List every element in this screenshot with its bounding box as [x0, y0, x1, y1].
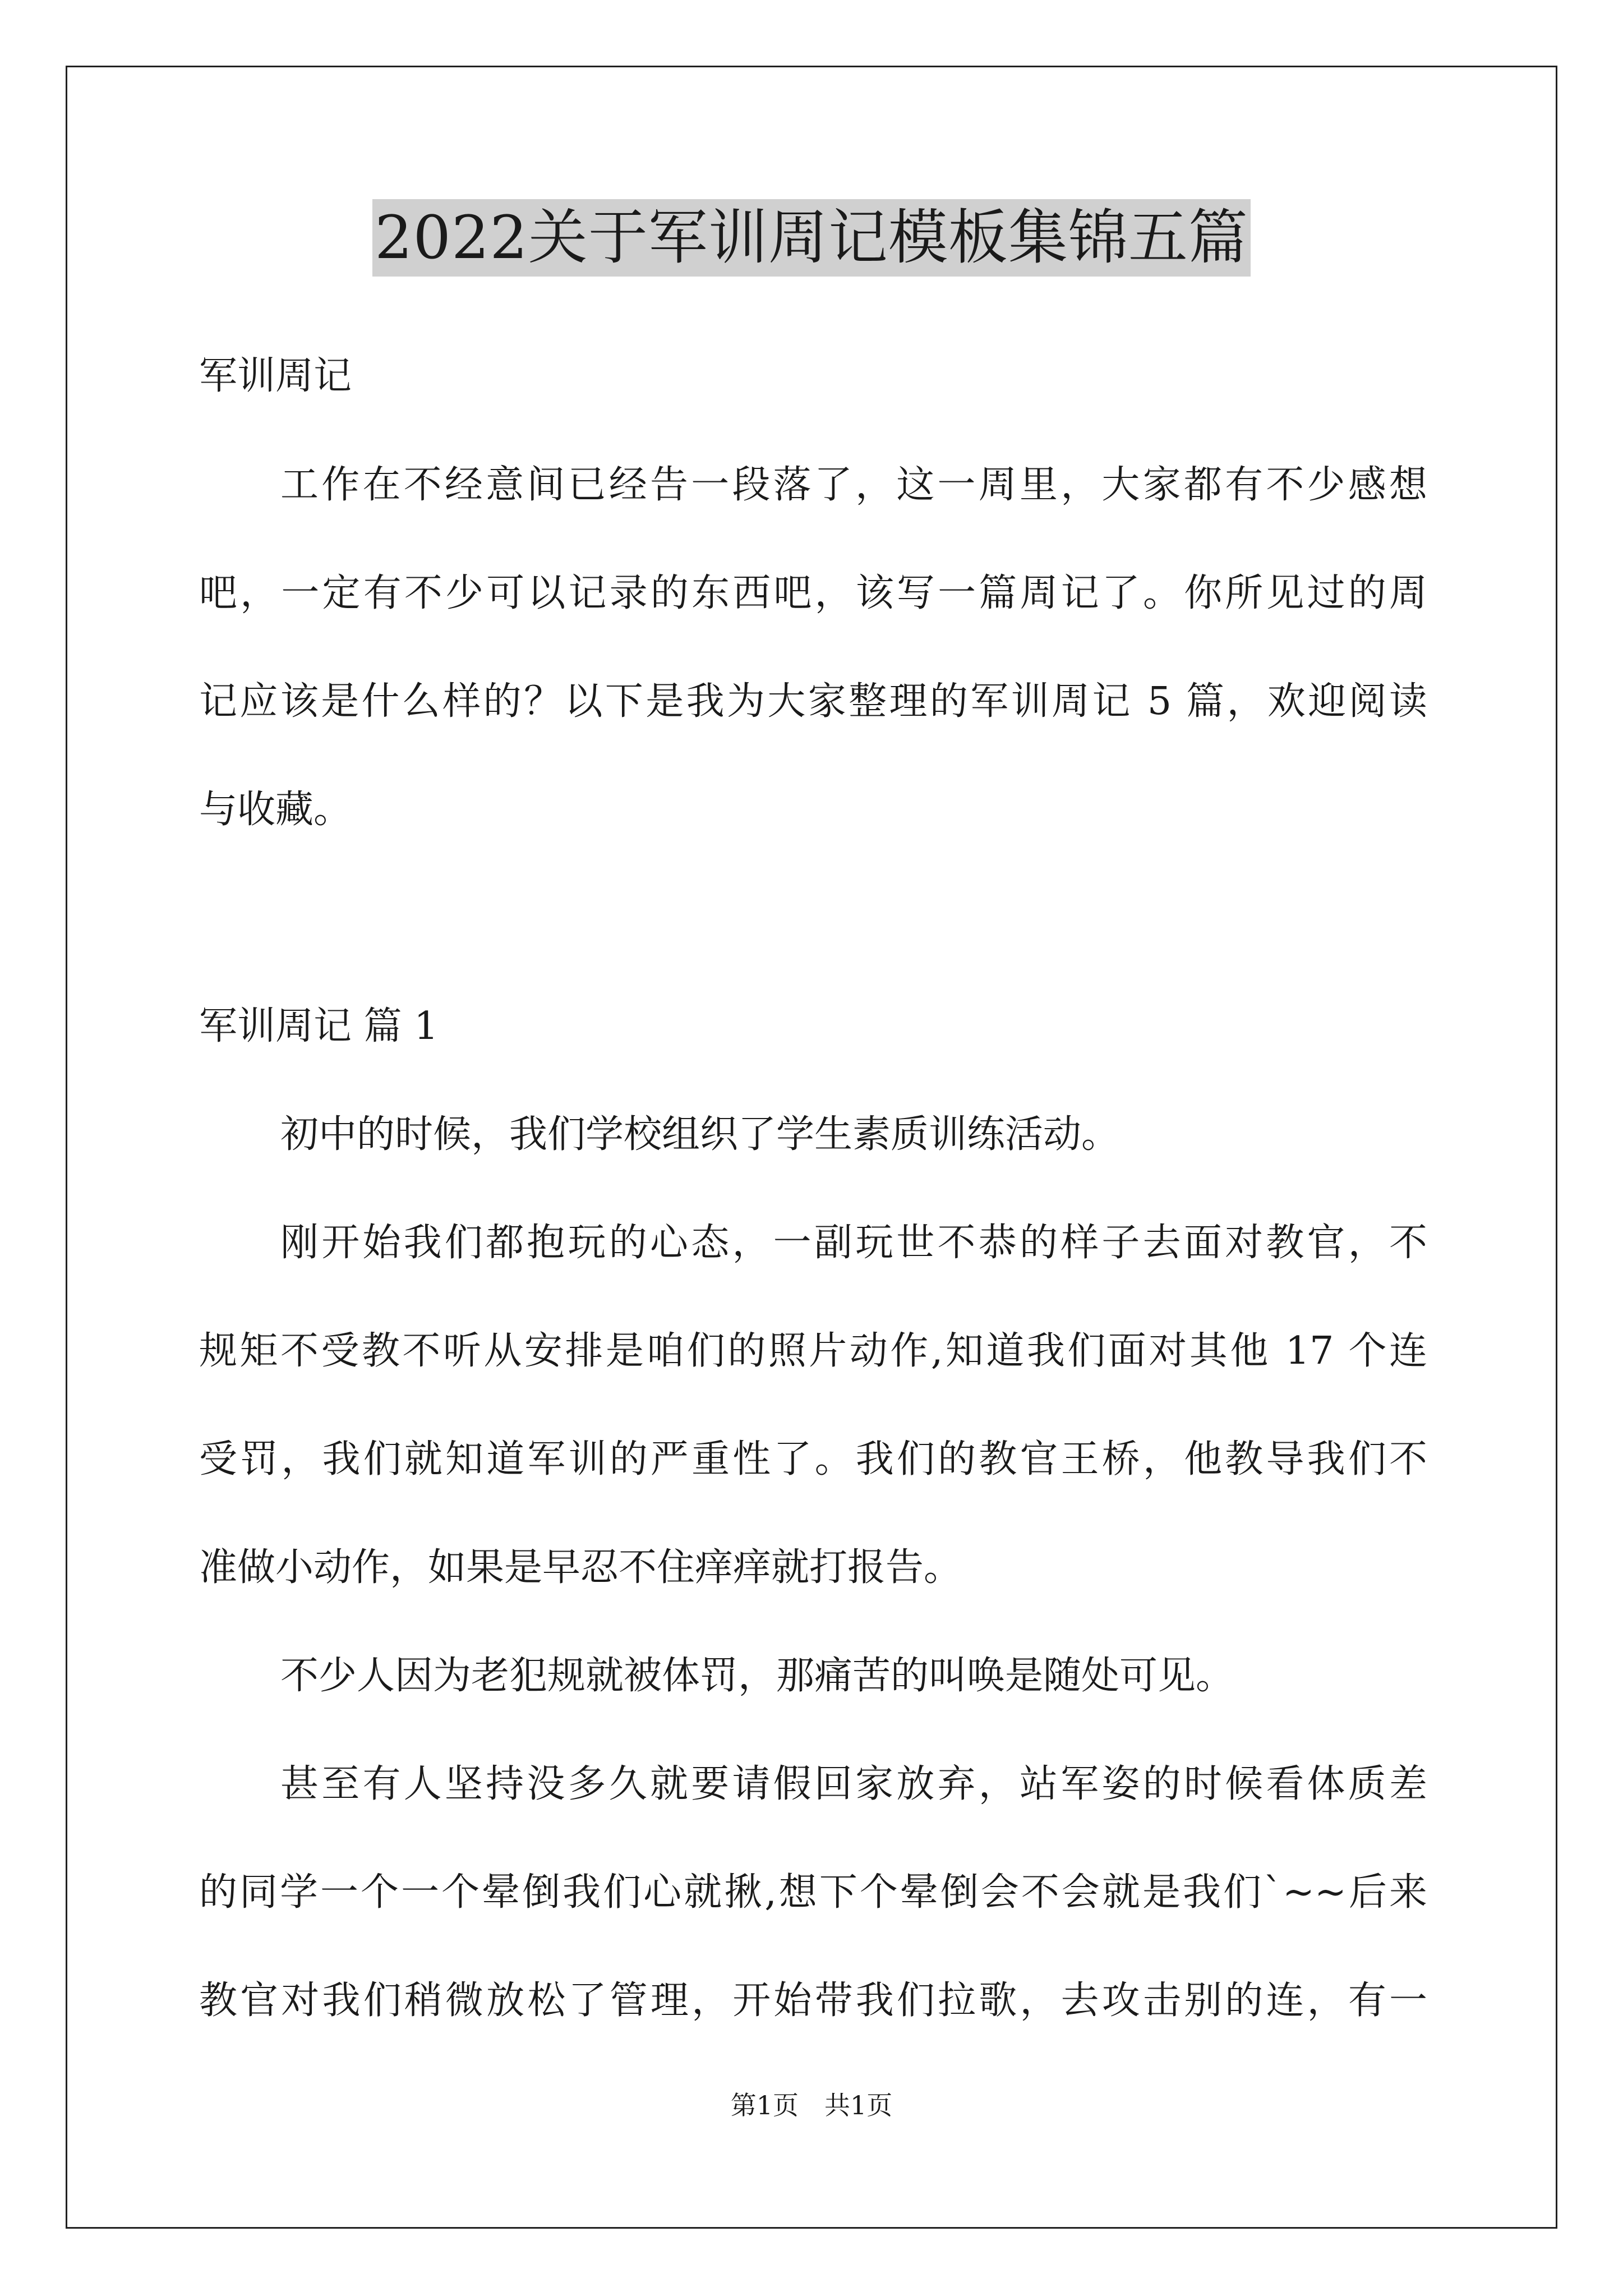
paragraph-line: 工作在不经意间已经告一段落了，这一周里，大家都有不少感想	[280, 463, 1427, 507]
title-container	[0, 199, 1623, 277]
section-heading: 军训周记 篇 1	[199, 1004, 439, 1048]
paragraph-line: 刚开始我们都抱玩的心态，一副玩世不恭的样子去面对教官，不	[280, 1221, 1427, 1265]
paragraph-line: 的同学一个一个晕倒我们心就揪,想下个晕倒会不会就是我们`~~后来	[199, 1870, 1427, 1915]
paragraph-line: 受罚，我们就知道军训的严重性了。我们的教官王桥，他教导我们不	[199, 1437, 1427, 1481]
paragraph-line: 不少人因为老犯规就被体罚，那痛苦的叫唤是随处可见。	[280, 1654, 1234, 1698]
paragraph-line: 甚至有人坚持没多久就要请假回家放弃，站军姿的时候看体质差	[280, 1762, 1427, 1806]
paragraph-line: 吧，一定有不少可以记录的东西吧，该写一篇周记了。你所见过的周	[199, 571, 1427, 615]
paragraph-line: 教官对我们稍微放松了管理，开始带我们拉歌，去攻击别的连，有一	[199, 1978, 1427, 2023]
paragraph-line: 初中的时候，我们学校组织了学生素质训练活动。	[280, 1112, 1120, 1157]
paragraph-line: 与收藏。	[199, 788, 352, 832]
paragraph-line: 准做小动作，如果是早忍不住痒痒就打报告。	[199, 1545, 962, 1590]
page-footer: 第1页 共1页	[730, 2090, 893, 2120]
paragraph-line: 记应该是什么样的？以下是我为大家整理的军训周记 5 篇，欢迎阅读	[199, 679, 1427, 724]
paragraph-line: 规矩不受教不听从安排是咱们的照片动作,知道我们面对其他 17 个连	[199, 1329, 1427, 1373]
document-title: 2022关于军训周记模板集锦五篇	[372, 199, 1251, 277]
intro-heading: 军训周记	[199, 354, 352, 398]
